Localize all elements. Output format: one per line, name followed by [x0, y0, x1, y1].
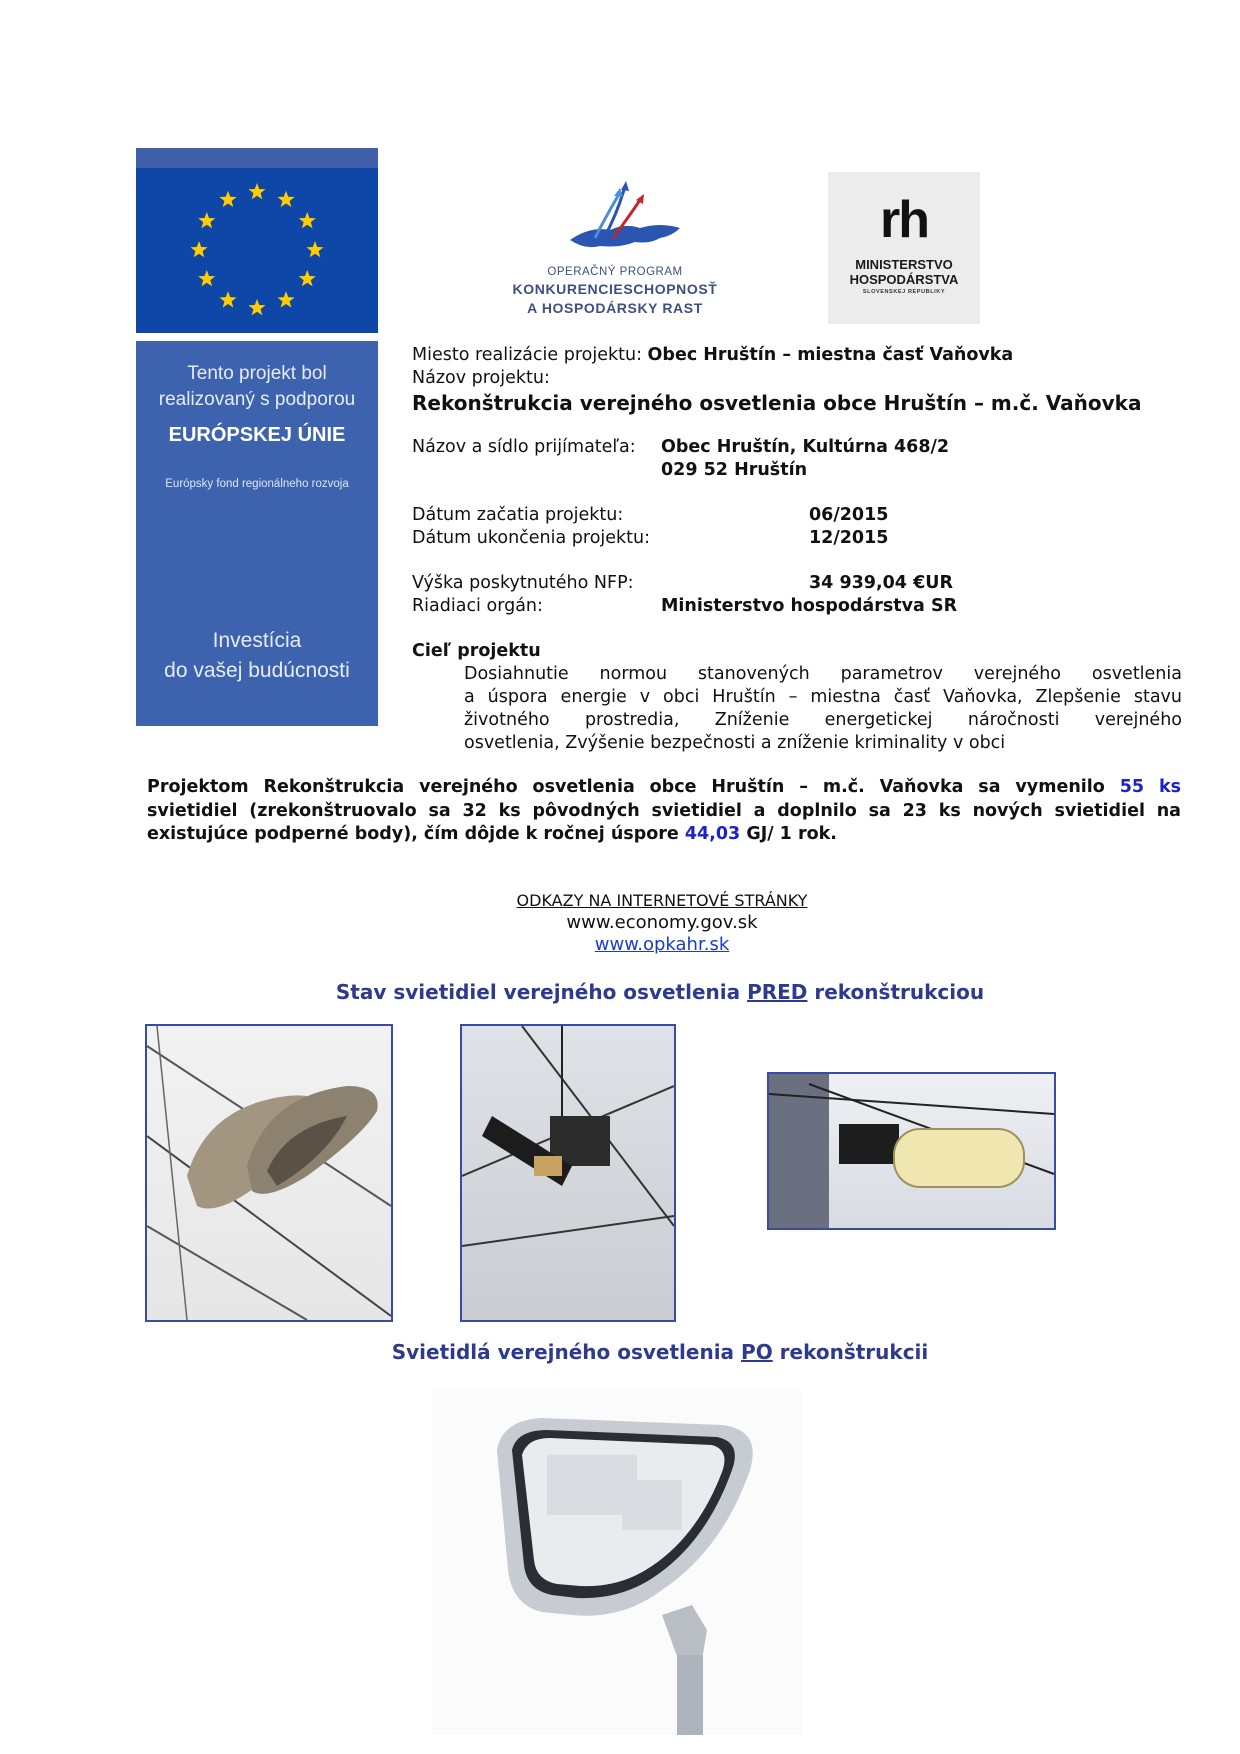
led-streetlamp-icon — [432, 1390, 802, 1735]
goal-line: a úspora energie v obci Hruštín – miestna časť Vaňovka, Zlepšenie stavu — [464, 687, 1182, 707]
authority-label: Riadiaci orgán: — [412, 596, 543, 616]
after-heading-emph: PO — [741, 1340, 773, 1364]
place-value: Obec Hruštín – miestna časť Vaňovka — [647, 345, 1014, 365]
eu-flag — [136, 168, 378, 333]
summary-text: GJ/ 1 rok. — [740, 824, 837, 844]
authority-value: Ministerstvo hospodárstva SR — [661, 596, 958, 616]
end-value: 12/2015 — [809, 528, 889, 548]
link-opkahr[interactable]: www.opkahr.sk — [594, 934, 730, 955]
eu-star-icon — [248, 299, 265, 315]
eu-union-label: EURÓPSKEJ ÚNIE — [168, 424, 346, 446]
slovakia-arrows-icon — [500, 178, 730, 268]
eu-star-icon — [248, 183, 265, 199]
start-label: Dátum začatia projektu: — [412, 505, 624, 525]
op-line2: KONKURENCIESCHOPNOSŤ — [512, 281, 718, 297]
after-heading-text: rekonštrukcii — [772, 1340, 929, 1364]
before-heading-text: rekonštrukciou — [807, 980, 985, 1004]
ministry-line1: MINISTERSTVO — [855, 257, 953, 272]
eu-star-icon — [198, 212, 215, 228]
recipient-block — [412, 436, 1182, 482]
eu-slogan — [136, 626, 378, 686]
old-streetlamp-icon — [462, 1026, 674, 1320]
ministry-country: SLOVENSKEJ REPUBLIKY — [862, 289, 946, 295]
eu-star-icon — [299, 270, 316, 286]
eu-banner-top — [136, 148, 378, 168]
goal-label: Cieľ projektu — [412, 641, 541, 661]
eu-star-icon — [190, 241, 207, 257]
eu-star-icon — [198, 270, 215, 286]
goal-line: životného prostredia, Zníženie energetickej náročnosti verejného — [464, 710, 1182, 730]
luminaire-count: 55 ks — [1119, 777, 1182, 797]
link-economy[interactable]: www.economy.gov.sk — [566, 912, 758, 933]
eu-star-icon — [277, 191, 294, 207]
eu-line1: Tento projekt bol — [187, 363, 327, 384]
summary-line1 — [147, 776, 1181, 800]
links-heading: ODKAZY NA INTERNETOVÉ STRÁNKY — [516, 891, 808, 910]
ministry-mark: rh — [880, 191, 928, 249]
eu-support-panel — [136, 341, 378, 726]
end-label: Dátum ukončenia projektu: — [412, 528, 651, 548]
eu-star-icon — [306, 241, 323, 257]
ministry-line2: HOSPODÁRSTVA — [849, 272, 959, 287]
photo-old-lamp-1 — [145, 1024, 393, 1322]
goal-block — [412, 640, 1182, 755]
summary-paragraph — [147, 776, 1181, 847]
op-line1: OPERAČNÝ PROGRAM — [547, 266, 683, 278]
after-heading-text: Svietidlá verejného osvetlenia — [391, 1340, 742, 1364]
eu-star-icon — [299, 212, 316, 228]
start-value: 06/2015 — [809, 505, 889, 525]
eu-fund-label: Európsky fond regionálneho rozvoja — [165, 478, 349, 490]
project-info — [412, 344, 1182, 416]
goal-text — [464, 663, 1182, 755]
eu-support-text — [136, 361, 378, 413]
op-line3: A HOSPODÁRSKY RAST — [527, 300, 703, 316]
goal-line: osvetlenia, Zvýšenie bezpečnosti a zníženie kriminality v obci — [464, 733, 1006, 753]
funding-block — [412, 572, 1182, 618]
eu-star-icon — [277, 291, 294, 307]
eu-slogan-line1: Investícia — [212, 629, 302, 652]
goal-line: Dosiahnutie normou stanovených parametrov verejného osvetlenia — [464, 664, 1182, 684]
photo-new-led-lamp — [432, 1390, 802, 1735]
photo-old-lamp-3 — [767, 1072, 1056, 1230]
summary-line2: svietidiel (zrekonštruovalo sa 32 ks pôvodných svietidiel a doplnilo sa 23 ks nových svietidiel na — [147, 800, 1181, 821]
old-streetlamp-icon — [769, 1074, 1054, 1228]
eu-line2: realizovaný s podporou — [158, 389, 356, 410]
before-heading — [200, 980, 1120, 1004]
eu-star-icon — [219, 291, 236, 307]
place-row — [412, 344, 1182, 367]
photo-old-lamp-2 — [460, 1024, 676, 1322]
links-block — [412, 890, 912, 956]
ministry-logo — [828, 172, 980, 324]
op-program-text — [490, 266, 740, 316]
savings-value: 44,03 — [684, 824, 741, 844]
name-label: Názov projektu: — [412, 368, 550, 388]
recipient-city: 029 52 Hruštín — [661, 460, 808, 480]
recipient-label: Názov a sídlo prijímateľa: — [412, 437, 636, 457]
after-heading — [200, 1340, 1120, 1364]
eu-slogan-line2: do vašej budúcnosti — [164, 659, 350, 682]
recipient-address: Obec Hruštín, Kultúrna 468/2 — [661, 437, 950, 457]
summary-text: Projektom Rekonštrukcia verejného osvetlenia obce Hruštín – m.č. Vaňovka sa vymenilo — [147, 777, 1120, 797]
nfp-value: 34 939,04 €UR — [809, 573, 953, 593]
before-heading-text: Stav svietidiel verejného osvetlenia — [335, 980, 748, 1004]
place-label: Miesto realizácie projektu: — [412, 345, 642, 365]
eu-stars-icon — [136, 168, 378, 333]
project-name: Rekonštrukcia verejného osvetlenia obce Hruštín – m.č. Vaňovka — [412, 391, 1142, 415]
dates-block — [412, 504, 1182, 550]
before-heading-emph: PRED — [747, 980, 808, 1004]
summary-text: existujúce podperné body), čím dôjde k ročnej úspore — [147, 824, 685, 844]
eu-star-icon — [219, 191, 236, 207]
summary-line3 — [147, 823, 1181, 847]
ministry-name — [828, 257, 980, 287]
old-streetlamp-icon — [147, 1026, 391, 1320]
nfp-label: Výška poskytnutého NFP: — [412, 573, 634, 593]
